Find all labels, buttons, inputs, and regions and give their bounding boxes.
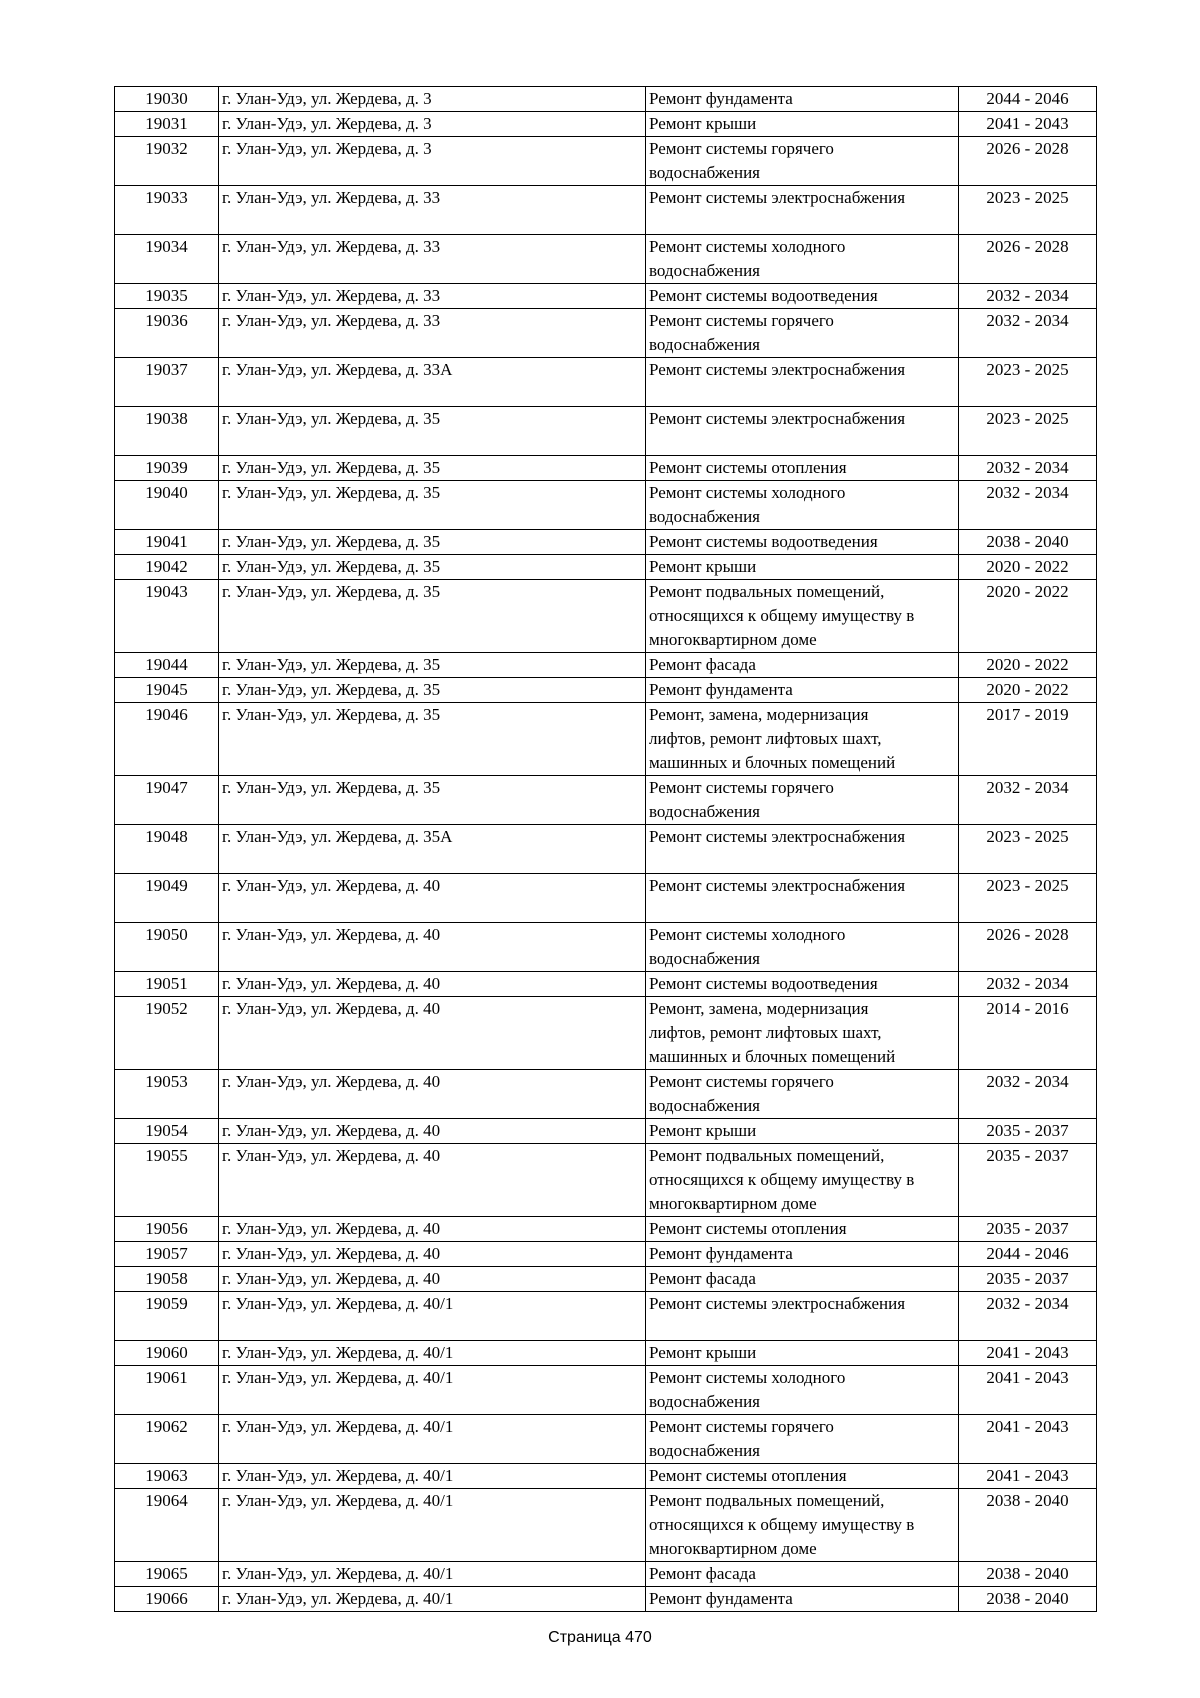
work-type-cell: Ремонт фасада <box>646 1562 959 1587</box>
table-row <box>115 1292 1097 1341</box>
work-type-cell: Ремонт фундамента <box>646 1242 959 1267</box>
period-cell: 2032 - 2034 <box>959 284 1097 309</box>
address-cell: г. Улан-Удэ, ул. Жердева, д. 35 <box>219 530 646 555</box>
address-cell: г. Улан-Удэ, ул. Жердева, д. 40/1 <box>219 1415 646 1464</box>
address-cell: г. Улан-Удэ, ул. Жердева, д. 35 <box>219 678 646 703</box>
work-type-cell: Ремонт системы водоотведения <box>646 530 959 555</box>
table-row <box>115 1587 1097 1612</box>
table-row <box>115 481 1097 530</box>
table-row <box>115 112 1097 137</box>
table-row <box>115 358 1097 407</box>
address-cell: г. Улан-Удэ, ул. Жердева, д. 33 <box>219 186 646 235</box>
work-type-cell: Ремонт системы холодного водоснабжения <box>646 923 959 972</box>
address-cell: г. Улан-Удэ, ул. Жердева, д. 40 <box>219 1242 646 1267</box>
table-row <box>115 1144 1097 1217</box>
table-row <box>115 456 1097 481</box>
row-id-cell: 19061 <box>115 1366 219 1415</box>
period-cell: 2038 - 2040 <box>959 1587 1097 1612</box>
work-type-cell: Ремонт, замена, модернизация лифтов, ремонт лифтовых шахт, машинных и блочных помещений <box>646 997 959 1070</box>
row-id-cell: 19035 <box>115 284 219 309</box>
table-row <box>115 580 1097 653</box>
work-type-cell: Ремонт фасада <box>646 1267 959 1292</box>
table-row <box>115 776 1097 825</box>
work-type-cell: Ремонт системы холодного водоснабжения <box>646 235 959 284</box>
row-id-cell: 19033 <box>115 186 219 235</box>
period-cell: 2044 - 2046 <box>959 87 1097 112</box>
period-cell: 2032 - 2034 <box>959 972 1097 997</box>
period-cell: 2026 - 2028 <box>959 137 1097 186</box>
work-type-cell: Ремонт системы электроснабжения <box>646 407 959 456</box>
address-cell: г. Улан-Удэ, ул. Жердева, д. 35А <box>219 825 646 874</box>
work-type-cell: Ремонт фундамента <box>646 1587 959 1612</box>
address-cell: г. Улан-Удэ, ул. Жердева, д. 40 <box>219 1144 646 1217</box>
period-cell: 2026 - 2028 <box>959 923 1097 972</box>
period-cell: 2035 - 2037 <box>959 1217 1097 1242</box>
address-cell: г. Улан-Удэ, ул. Жердева, д. 40 <box>219 1119 646 1144</box>
row-id-cell: 19066 <box>115 1587 219 1612</box>
work-type-cell: Ремонт системы водоотведения <box>646 284 959 309</box>
address-cell: г. Улан-Удэ, ул. Жердева, д. 40 <box>219 997 646 1070</box>
period-cell: 2041 - 2043 <box>959 1366 1097 1415</box>
work-type-cell: Ремонт подвальных помещений, относящихся к общему имуществу в многоквартирном доме <box>646 1144 959 1217</box>
table-row <box>115 1489 1097 1562</box>
period-cell: 2038 - 2040 <box>959 1562 1097 1587</box>
address-cell: г. Улан-Удэ, ул. Жердева, д. 35 <box>219 776 646 825</box>
period-cell: 2023 - 2025 <box>959 874 1097 923</box>
table-row <box>115 1242 1097 1267</box>
work-type-cell: Ремонт системы электроснабжения <box>646 825 959 874</box>
row-id-cell: 19051 <box>115 972 219 997</box>
row-id-cell: 19053 <box>115 1070 219 1119</box>
period-cell: 2014 - 2016 <box>959 997 1097 1070</box>
period-cell: 2020 - 2022 <box>959 678 1097 703</box>
row-id-cell: 19065 <box>115 1562 219 1587</box>
table-row <box>115 678 1097 703</box>
work-type-cell: Ремонт подвальных помещений, относящихся к общему имуществу в многоквартирном доме <box>646 580 959 653</box>
address-cell: г. Улан-Удэ, ул. Жердева, д. 35 <box>219 555 646 580</box>
address-cell: г. Улан-Удэ, ул. Жердева, д. 35 <box>219 703 646 776</box>
row-id-cell: 19032 <box>115 137 219 186</box>
table-row <box>115 703 1097 776</box>
period-cell: 2044 - 2046 <box>959 1242 1097 1267</box>
address-cell: г. Улан-Удэ, ул. Жердева, д. 40/1 <box>219 1366 646 1415</box>
address-cell: г. Улан-Удэ, ул. Жердева, д. 3 <box>219 112 646 137</box>
row-id-cell: 19063 <box>115 1464 219 1489</box>
table-row <box>115 1562 1097 1587</box>
period-cell: 2023 - 2025 <box>959 407 1097 456</box>
address-cell: г. Улан-Удэ, ул. Жердева, д. 40/1 <box>219 1562 646 1587</box>
work-type-cell: Ремонт системы отопления <box>646 1217 959 1242</box>
address-cell: г. Улан-Удэ, ул. Жердева, д. 35 <box>219 481 646 530</box>
address-cell: г. Улан-Удэ, ул. Жердева, д. 35 <box>219 456 646 481</box>
table-row <box>115 997 1097 1070</box>
period-cell: 2020 - 2022 <box>959 653 1097 678</box>
period-cell: 2032 - 2034 <box>959 776 1097 825</box>
work-type-cell: Ремонт системы электроснабжения <box>646 186 959 235</box>
period-cell: 2041 - 2043 <box>959 1341 1097 1366</box>
address-cell: г. Улан-Удэ, ул. Жердева, д. 33А <box>219 358 646 407</box>
address-cell: г. Улан-Удэ, ул. Жердева, д. 40/1 <box>219 1587 646 1612</box>
row-id-cell: 19042 <box>115 555 219 580</box>
table-row <box>115 1341 1097 1366</box>
work-type-cell: Ремонт системы электроснабжения <box>646 874 959 923</box>
table-row <box>115 1464 1097 1489</box>
period-cell: 2035 - 2037 <box>959 1119 1097 1144</box>
row-id-cell: 19050 <box>115 923 219 972</box>
row-id-cell: 19036 <box>115 309 219 358</box>
table-row <box>115 1217 1097 1242</box>
work-type-cell: Ремонт системы отопления <box>646 1464 959 1489</box>
table-row <box>115 1267 1097 1292</box>
address-cell: г. Улан-Удэ, ул. Жердева, д. 40 <box>219 1217 646 1242</box>
row-id-cell: 19059 <box>115 1292 219 1341</box>
work-type-cell: Ремонт системы отопления <box>646 456 959 481</box>
table-row <box>115 874 1097 923</box>
table-row <box>115 1415 1097 1464</box>
work-type-cell: Ремонт фундамента <box>646 678 959 703</box>
work-type-cell: Ремонт, замена, модернизация лифтов, ремонт лифтовых шахт, машинных и блочных помещений <box>646 703 959 776</box>
period-cell: 2032 - 2034 <box>959 481 1097 530</box>
work-type-cell: Ремонт крыши <box>646 555 959 580</box>
row-id-cell: 19040 <box>115 481 219 530</box>
table-row <box>115 87 1097 112</box>
table-row <box>115 1366 1097 1415</box>
period-cell: 2023 - 2025 <box>959 186 1097 235</box>
period-cell: 2038 - 2040 <box>959 1489 1097 1562</box>
table-row <box>115 186 1097 235</box>
address-cell: г. Улан-Удэ, ул. Жердева, д. 3 <box>219 87 646 112</box>
period-cell: 2035 - 2037 <box>959 1267 1097 1292</box>
row-id-cell: 19055 <box>115 1144 219 1217</box>
period-cell: 2038 - 2040 <box>959 530 1097 555</box>
address-cell: г. Улан-Удэ, ул. Жердева, д. 40 <box>219 923 646 972</box>
work-type-cell: Ремонт системы водоотведения <box>646 972 959 997</box>
address-cell: г. Улан-Удэ, ул. Жердева, д. 3 <box>219 137 646 186</box>
work-type-cell: Ремонт системы электроснабжения <box>646 1292 959 1341</box>
period-cell: 2020 - 2022 <box>959 580 1097 653</box>
table-row <box>115 309 1097 358</box>
row-id-cell: 19058 <box>115 1267 219 1292</box>
period-cell: 2032 - 2034 <box>959 456 1097 481</box>
period-cell: 2023 - 2025 <box>959 825 1097 874</box>
row-id-cell: 19038 <box>115 407 219 456</box>
page-number: Страница 470 <box>548 1629 652 1646</box>
row-id-cell: 19044 <box>115 653 219 678</box>
row-id-cell: 19045 <box>115 678 219 703</box>
work-type-cell: Ремонт фундамента <box>646 87 959 112</box>
period-cell: 2041 - 2043 <box>959 1415 1097 1464</box>
address-cell: г. Улан-Удэ, ул. Жердева, д. 40 <box>219 1070 646 1119</box>
row-id-cell: 19034 <box>115 235 219 284</box>
work-type-cell: Ремонт системы горячего водоснабжения <box>646 309 959 358</box>
table-row <box>115 972 1097 997</box>
period-cell: 2032 - 2034 <box>959 309 1097 358</box>
work-type-cell: Ремонт подвальных помещений, относящихся к общему имуществу в многоквартирном доме <box>646 1489 959 1562</box>
table-row <box>115 284 1097 309</box>
work-type-cell: Ремонт крыши <box>646 1341 959 1366</box>
row-id-cell: 19039 <box>115 456 219 481</box>
table-row <box>115 825 1097 874</box>
row-id-cell: 19041 <box>115 530 219 555</box>
table-row <box>115 1119 1097 1144</box>
table-row <box>115 555 1097 580</box>
address-cell: г. Улан-Удэ, ул. Жердева, д. 33 <box>219 235 646 284</box>
row-id-cell: 19057 <box>115 1242 219 1267</box>
work-type-cell: Ремонт крыши <box>646 1119 959 1144</box>
work-type-cell: Ремонт крыши <box>646 112 959 137</box>
address-cell: г. Улан-Удэ, ул. Жердева, д. 35 <box>219 653 646 678</box>
work-type-cell: Ремонт фасада <box>646 653 959 678</box>
table-row <box>115 923 1097 972</box>
address-cell: г. Улан-Удэ, ул. Жердева, д. 40/1 <box>219 1489 646 1562</box>
table-row <box>115 137 1097 186</box>
period-cell: 2032 - 2034 <box>959 1070 1097 1119</box>
address-cell: г. Улан-Удэ, ул. Жердева, д. 40 <box>219 972 646 997</box>
row-id-cell: 19064 <box>115 1489 219 1562</box>
row-id-cell: 19047 <box>115 776 219 825</box>
row-id-cell: 19037 <box>115 358 219 407</box>
period-cell: 2017 - 2019 <box>959 703 1097 776</box>
row-id-cell: 19030 <box>115 87 219 112</box>
period-cell: 2023 - 2025 <box>959 358 1097 407</box>
row-id-cell: 19046 <box>115 703 219 776</box>
row-id-cell: 19062 <box>115 1415 219 1464</box>
row-id-cell: 19056 <box>115 1217 219 1242</box>
table-row <box>115 1070 1097 1119</box>
address-cell: г. Улан-Удэ, ул. Жердева, д. 35 <box>219 580 646 653</box>
work-type-cell: Ремонт системы холодного водоснабжения <box>646 1366 959 1415</box>
address-cell: г. Улан-Удэ, ул. Жердева, д. 33 <box>219 309 646 358</box>
address-cell: г. Улан-Удэ, ул. Жердева, д. 35 <box>219 407 646 456</box>
table-row <box>115 407 1097 456</box>
row-id-cell: 19049 <box>115 874 219 923</box>
period-cell: 2020 - 2022 <box>959 555 1097 580</box>
table-body <box>115 87 1097 1612</box>
work-type-cell: Ремонт системы холодного водоснабжения <box>646 481 959 530</box>
address-cell: г. Улан-Удэ, ул. Жердева, д. 40 <box>219 874 646 923</box>
repair-schedule-table <box>114 86 1097 1612</box>
row-id-cell: 19031 <box>115 112 219 137</box>
period-cell: 2026 - 2028 <box>959 235 1097 284</box>
work-type-cell: Ремонт системы горячего водоснабжения <box>646 1070 959 1119</box>
work-type-cell: Ремонт системы горячего водоснабжения <box>646 1415 959 1464</box>
address-cell: г. Улан-Удэ, ул. Жердева, д. 40/1 <box>219 1464 646 1489</box>
address-cell: г. Улан-Удэ, ул. Жердева, д. 40 <box>219 1267 646 1292</box>
period-cell: 2035 - 2037 <box>959 1144 1097 1217</box>
table-row <box>115 530 1097 555</box>
period-cell: 2041 - 2043 <box>959 1464 1097 1489</box>
row-id-cell: 19043 <box>115 580 219 653</box>
work-type-cell: Ремонт системы горячего водоснабжения <box>646 776 959 825</box>
table-row <box>115 653 1097 678</box>
row-id-cell: 19052 <box>115 997 219 1070</box>
period-cell: 2041 - 2043 <box>959 112 1097 137</box>
table-row <box>115 235 1097 284</box>
address-cell: г. Улан-Удэ, ул. Жердева, д. 40/1 <box>219 1292 646 1341</box>
address-cell: г. Улан-Удэ, ул. Жердева, д. 33 <box>219 284 646 309</box>
period-cell: 2032 - 2034 <box>959 1292 1097 1341</box>
address-cell: г. Улан-Удэ, ул. Жердева, д. 40/1 <box>219 1341 646 1366</box>
work-type-cell: Ремонт системы горячего водоснабжения <box>646 137 959 186</box>
row-id-cell: 19054 <box>115 1119 219 1144</box>
row-id-cell: 19060 <box>115 1341 219 1366</box>
work-type-cell: Ремонт системы электроснабжения <box>646 358 959 407</box>
row-id-cell: 19048 <box>115 825 219 874</box>
